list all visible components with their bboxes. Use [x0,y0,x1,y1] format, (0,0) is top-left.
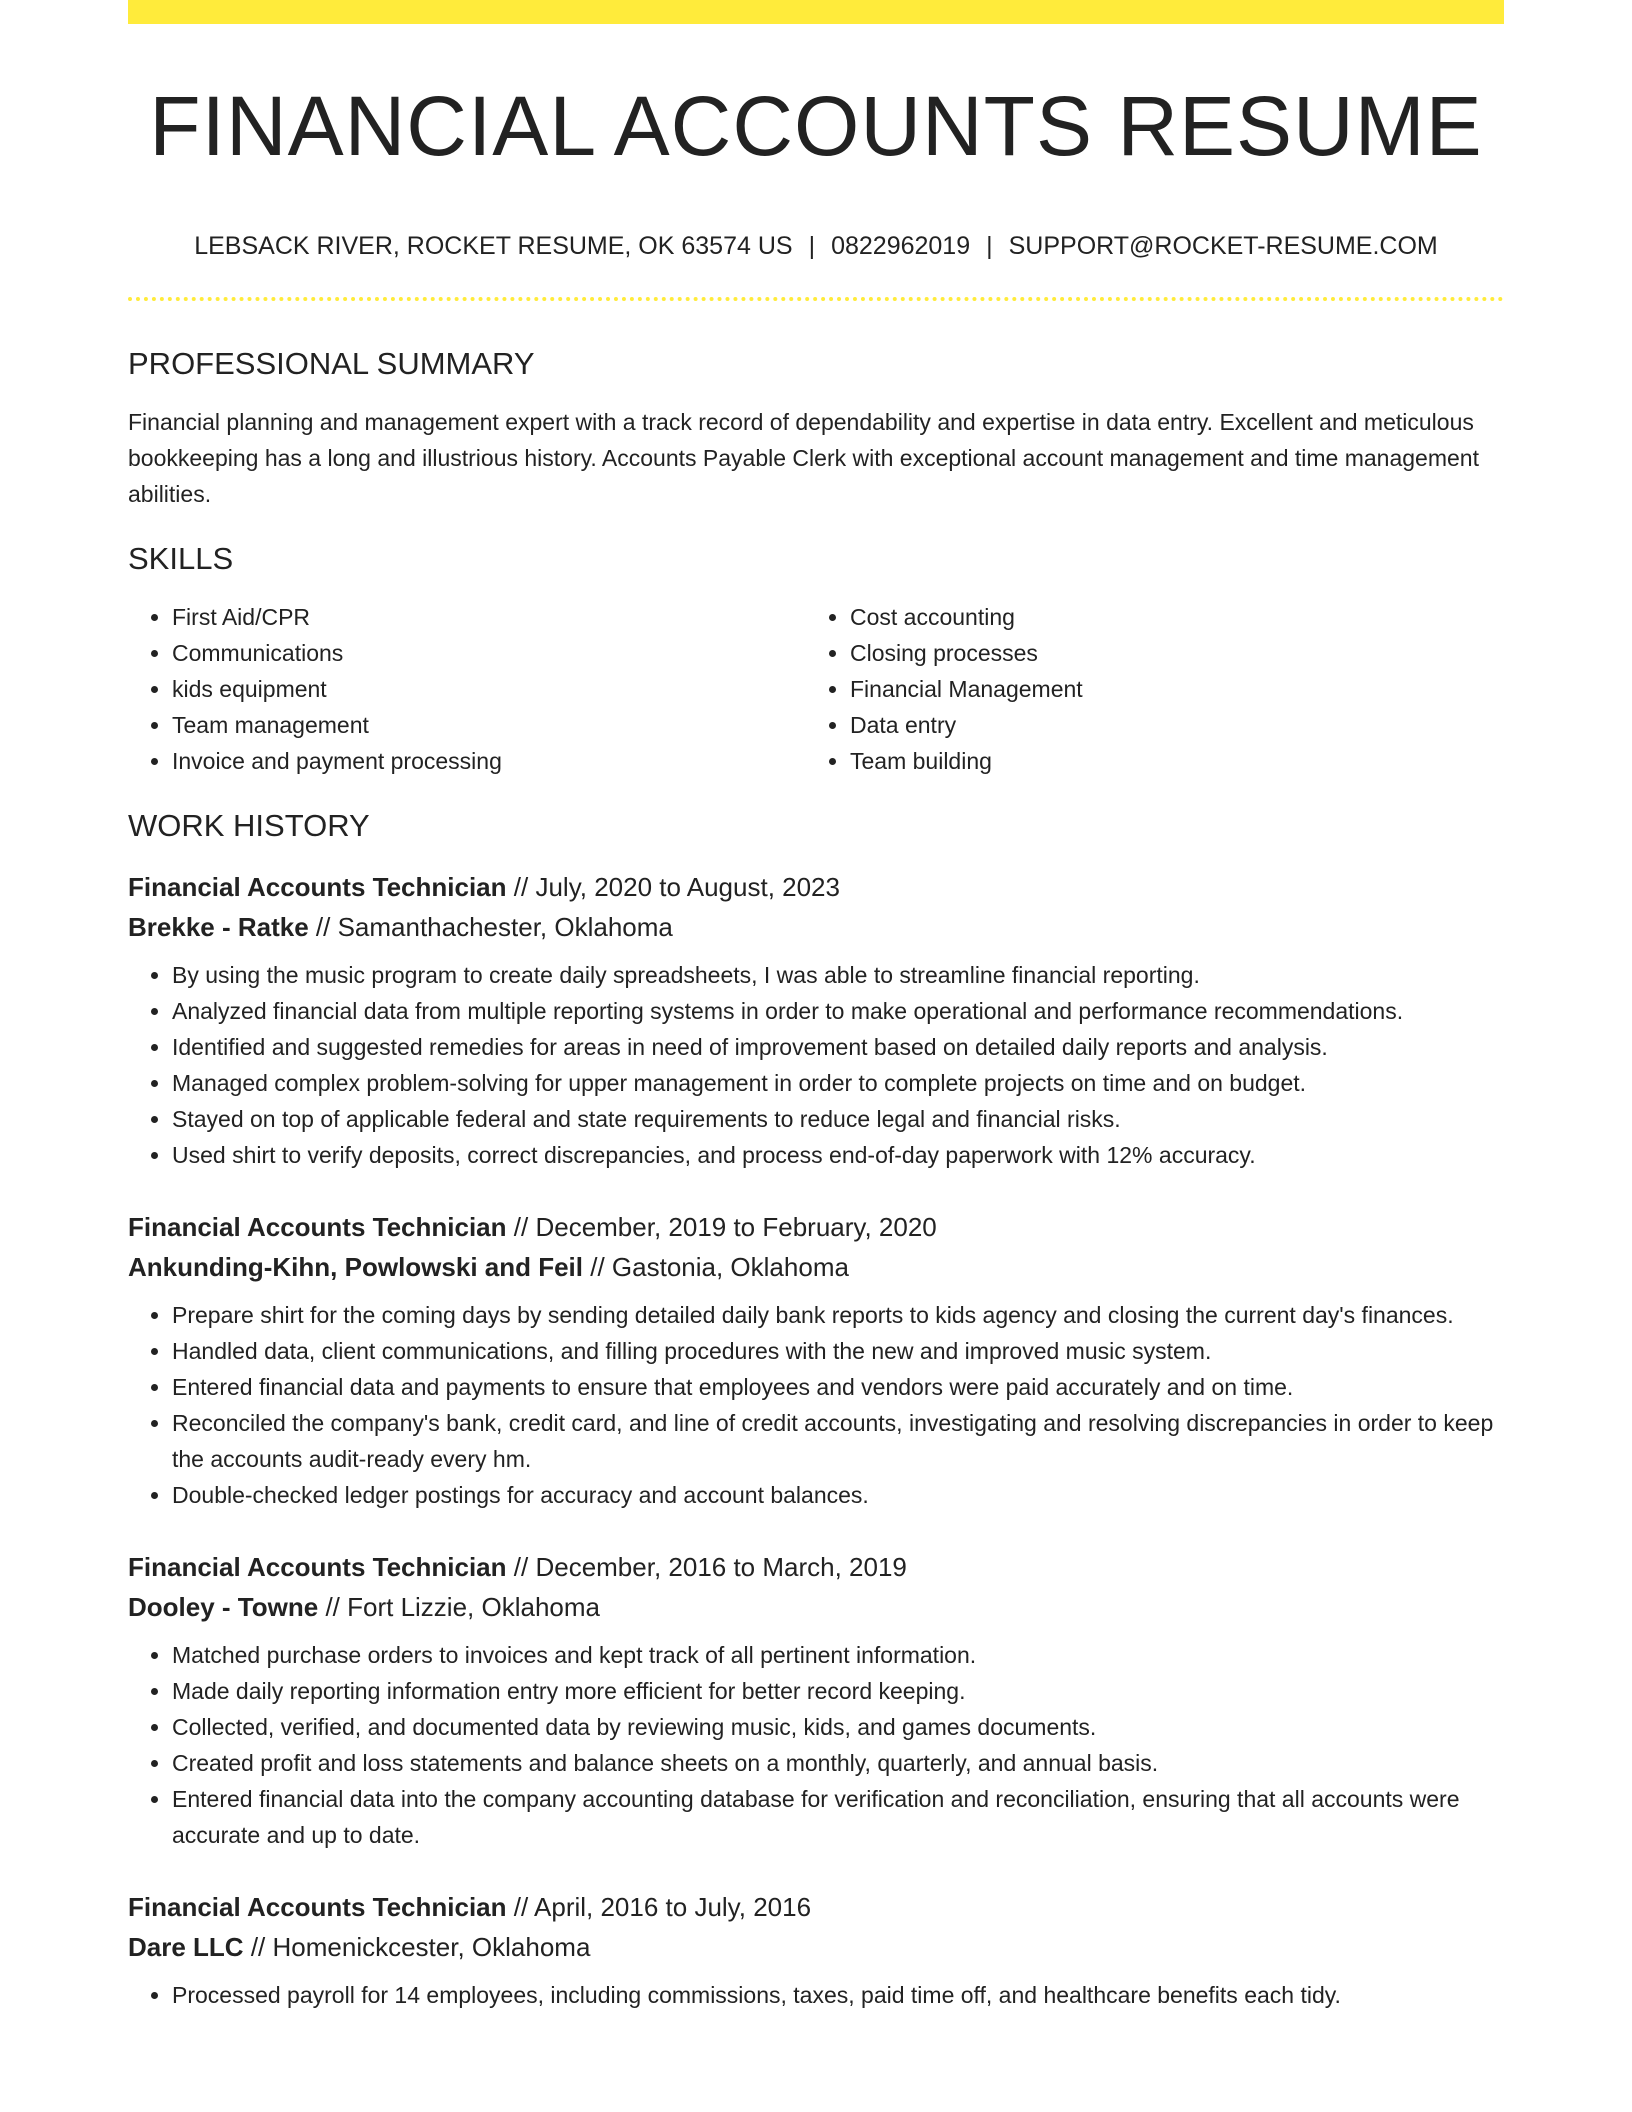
job-bullet: • Processed payroll for 14 employees, including commissions, taxes, paid time off, and healthcare benefits each tidy. [172,1977,1504,2013]
job-bullet-list [128,1637,1504,1853]
contact-separator: | [986,232,993,260]
job-bullet-list [128,1977,1504,2013]
contact-phone: 0822962019 [831,232,971,260]
work-history-heading: WORK HISTORY [128,808,370,844]
job-bullet: • Stayed on top of applicable federal and state requirements to reduce legal and financial risks. [172,1101,1504,1137]
job-bullet-list [128,957,1504,1173]
skill-item: • Data entry [850,707,1484,743]
job-title: Financial Accounts Technician [128,1891,507,1922]
job-entry [128,1547,1504,1853]
job-company-line [128,907,1504,947]
skills-list-left [128,599,806,779]
skills-grid [128,599,1504,779]
dotted-divider [128,297,1504,301]
job-dates: December, 2016 to March, 2019 [535,1551,907,1582]
skill-item: • Financial Management [850,671,1484,707]
job-bullet-list [128,1297,1504,1513]
job-bullet: • Entered financial data into the company accounting database for verification and reconciliation, ensuring that all accounts were accurate and up to date. [172,1781,1504,1853]
skills-heading: SKILLS [128,541,234,577]
job-entry [128,1207,1504,1513]
job-entry [128,867,1504,1173]
job-dates: December, 2019 to February, 2020 [535,1211,937,1242]
job-company: Ankunding-Kihn, Powlowski and Feil [128,1251,583,1282]
job-location: Gastonia, Oklahoma [611,1251,849,1282]
job-entry [128,1887,1504,2013]
skill-item: • Cost accounting [850,599,1484,635]
job-bullet: • Reconciled the company's bank, credit card, and line of credit accounts, investigating and resolving discrepancies in order to keep the accounts audit-ready every hm. [172,1405,1504,1477]
skill-item: • Communications [172,635,806,671]
job-bullet: • Entered financial data and payments to ensure that employees and vendors were paid accurately and on time. [172,1369,1504,1405]
job-dates: April, 2016 to July, 2016 [534,1891,812,1922]
job-bullet: • Double-checked ledger postings for accuracy and account balances. [172,1477,1504,1513]
job-company-line [128,1587,1504,1627]
job-bullet: • Made daily reporting information entry more efficient for better record keeping. [172,1673,1504,1709]
job-title-line [128,1887,1504,1927]
job-title-line [128,1207,1504,1247]
job-bullet: • Collected, verified, and documented data by reviewing music, kids, and games documents. [172,1709,1504,1745]
job-bullet: • Handled data, client communications, and filling procedures with the new and improved music system. [172,1333,1504,1369]
job-bullet: • Matched purchase orders to invoices and kept track of all pertinent information. [172,1637,1504,1673]
skill-item: • kids equipment [172,671,806,707]
skill-item: • Closing processes [850,635,1484,671]
job-separator: // [590,1251,605,1282]
job-title: Financial Accounts Technician [128,1551,507,1582]
skill-item: • Team management [172,707,806,743]
summary-heading: PROFESSIONAL SUMMARY [128,346,535,381]
job-separator: // [250,1931,266,1962]
job-title: Financial Accounts Technician [128,871,507,902]
job-separator: // [315,911,331,942]
resume-page [128,0,1504,2013]
job-bullet: • Identified and suggested remedies for areas in need of improvement based on detailed daily reports and analysis. [172,1029,1504,1065]
job-title-line [128,1547,1504,1587]
job-company: Brekke - Ratke [128,911,309,942]
job-company: Dare LLC [128,1931,244,1962]
job-bullet: • By using the music program to create daily spreadsheets, I was able to streamline financial reporting. [172,957,1504,993]
job-location: Samanthachester, Oklahoma [337,911,673,942]
skill-item: • First Aid/CPR [172,599,806,635]
job-separator: // [513,1551,529,1582]
job-title: Financial Accounts Technician [128,1211,507,1242]
job-separator: // [513,1891,529,1922]
summary-text: Financial planning and management expert with a track record of dependability and expertise in data entry. Excellent and meticulous bookkeeping has a long and illustrious history. Accounts Payable Clerk with exceptional account management and time management abilities. [128,409,1479,508]
accent-bar [128,0,1504,24]
job-location: Homenickcester, Oklahoma [272,1931,591,1962]
job-bullet: • Analyzed financial data from multiple reporting systems in order to make operational and performance recommendations. [172,993,1504,1029]
skills-list-right [806,599,1484,779]
job-bullet: • Created profit and loss statements and balance sheets on a monthly, quarterly, and annual basis. [172,1745,1504,1781]
skill-item: • Team building [850,743,1484,779]
job-company-line [128,1247,1504,1287]
job-company: Dooley - Towne [128,1591,319,1622]
contact-address: LEBSACK RIVER, ROCKET RESUME, OK 63574 US [194,232,793,260]
job-company-line [128,1927,1504,1967]
contact-separator: | [808,232,816,260]
job-bullet: • Managed complex problem-solving for upper management in order to complete projects on time and on budget. [172,1065,1504,1101]
skill-item: • Invoice and payment processing [172,743,806,779]
resume-title: FINANCIAL ACCOUNTS RESUME [149,79,1483,173]
job-location: Fort Lizzie, Oklahoma [347,1591,600,1622]
job-separator: // [325,1591,340,1622]
job-bullet: • Prepare shirt for the coming days by sending detailed daily bank reports to kids agency and closing the current day's finances. [172,1297,1504,1333]
job-separator: // [513,871,529,902]
job-separator: // [513,1211,529,1242]
job-dates: July, 2020 to August, 2023 [535,871,840,902]
job-bullet: • Used shirt to verify deposits, correct discrepancies, and process end-of-day paperwork with 12% accuracy. [172,1137,1504,1173]
job-title-line [128,867,1504,907]
contact-email[interactable]: SUPPORT@ROCKET-RESUME.COM [1008,232,1438,260]
contact-line [128,234,1504,259]
